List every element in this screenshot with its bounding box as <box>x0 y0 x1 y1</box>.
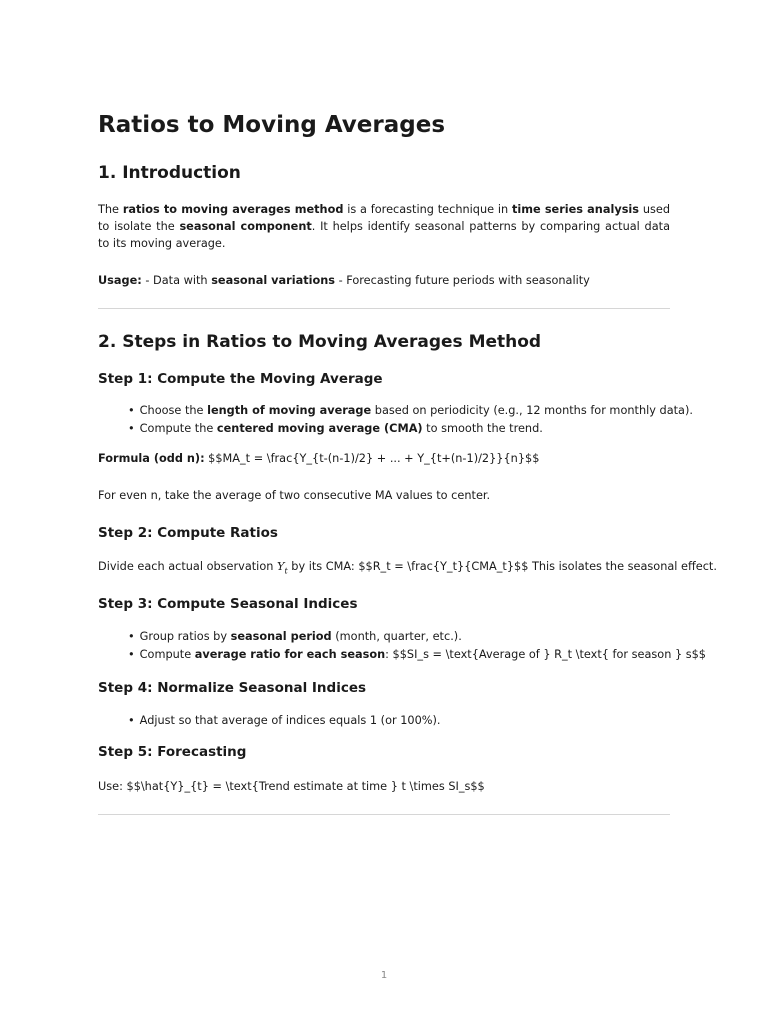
step4-heading: Step 4: Normalize Seasonal Indices <box>98 680 367 696</box>
page-title: Ratios to Moving Averages <box>98 112 446 138</box>
even-note: For even n, take the average of two consecutive MA values to center. <box>98 489 491 502</box>
intro-heading: 1. Introduction <box>98 163 241 183</box>
list-item: • Compute average ratio for each season: $$SI_s = \text{Average of } R_t \text{ for season } s$$ <box>128 646 706 664</box>
math-y-sub-t: $Y_t$ <box>277 560 288 576</box>
page-number: 1 <box>380 970 388 981</box>
list-item: • Compute the centered moving average (CMA) to smooth the trend. <box>128 420 693 438</box>
step3-list <box>128 628 706 664</box>
list-item: • Choose the length of moving average based on periodicity (e.g., 12 months for monthly data). <box>128 402 693 420</box>
step5-heading: Step 5: Forecasting <box>98 744 247 760</box>
steps-heading: 2. Steps in Ratios to Moving Averages Method <box>98 332 542 352</box>
step2-text: Divide each actual observation $Y_t$ by its CMA: $$R_t = \frac{Y_t}{CMA_t}$$ This isolates the seasonal effect. <box>98 560 717 576</box>
step3-heading: Step 3: Compute Seasonal Indices <box>98 596 358 612</box>
step1-heading: Step 1: Compute the Moving Average <box>98 371 383 387</box>
divider <box>98 308 670 309</box>
step4-list <box>128 712 441 730</box>
step1-list <box>128 402 693 438</box>
list-item: • Group ratios by seasonal period (month, quarter, etc.). <box>128 628 706 646</box>
intro-paragraph: The ratios to moving averages method is a forecasting technique in time series analysis used to isolate the seasonal component. It helps identify seasonal patterns by comparing actual data to its moving average. <box>98 203 670 250</box>
formula-line: Formula (odd n): $$MA_t = \frac{Y_{t-(n-1)/2} + ... + Y_{t+(n-1)/2}}{n}$$ <box>98 452 540 465</box>
list-item: • Adjust so that average of indices equals 1 (or 100%). <box>128 712 441 730</box>
divider <box>98 814 670 815</box>
step2-heading: Step 2: Compute Ratios <box>98 525 278 541</box>
usage-line: Usage: - Data with seasonal variations - Forecasting future periods with seasonality <box>98 274 590 287</box>
step5-text: Use: $$\hat{Y}_{t} = \text{Trend estimate at time } t \times SI_s$$ <box>98 780 485 793</box>
